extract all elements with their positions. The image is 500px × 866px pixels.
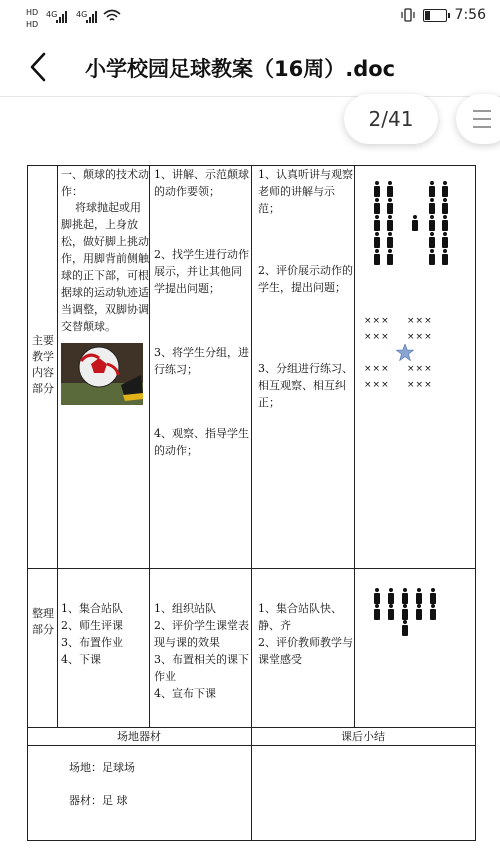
end-section-label: 整理 部分 bbox=[32, 607, 54, 636]
main-technique-title: 一、颠球的技术动作： bbox=[61, 168, 149, 198]
end-step: 2、师生评课 bbox=[61, 619, 123, 632]
end-teacher-list bbox=[154, 600, 250, 702]
student-activity-1: 1、认真听讲与观察老师的讲解与示范； bbox=[258, 168, 353, 215]
teacher-activity-1: 1、讲解、示范颠球的动作要领； bbox=[154, 168, 249, 198]
vibrate-icon bbox=[401, 8, 415, 22]
main-section-label: 主要 教学 内容 部分 bbox=[32, 334, 54, 395]
teacher-activity-3: 3、将学生分组，进行练习； bbox=[154, 346, 249, 376]
status-bar bbox=[0, 0, 500, 34]
player-marks: ××× bbox=[407, 380, 433, 390]
end-student-item: 1、集合站队快、静、齐 bbox=[258, 602, 342, 632]
teacher-activity-4: 4、观察、指导学生的动作； bbox=[154, 427, 249, 457]
player-marks: ××× bbox=[364, 364, 390, 374]
player-marks: ××× bbox=[364, 316, 390, 326]
network-type: 4G bbox=[46, 10, 58, 19]
soccer-ball-image bbox=[61, 343, 143, 405]
battery-icon bbox=[423, 9, 447, 22]
network-type: 4G bbox=[76, 10, 88, 19]
end-teacher-item: 1、组织站队 bbox=[154, 602, 216, 615]
document-title: 小学校园足球教案（16周）.doc bbox=[85, 57, 396, 81]
player-marks: ××× bbox=[364, 332, 390, 342]
wifi-icon bbox=[103, 9, 121, 23]
clock: 7:56 bbox=[454, 7, 486, 23]
end-teacher-item: 2、评价学生课堂表现与课的效果 bbox=[154, 619, 249, 649]
end-step: 1、集合站队 bbox=[61, 602, 123, 615]
menu-button[interactable] bbox=[456, 94, 500, 144]
player-marks: ××× bbox=[407, 316, 433, 326]
end-step-list bbox=[61, 600, 149, 668]
formation-diagram bbox=[355, 166, 475, 416]
end-student-list bbox=[258, 600, 354, 668]
title-bar bbox=[0, 40, 500, 94]
page-indicator[interactable]: 2/41 bbox=[344, 94, 438, 144]
end-step: 4、下课 bbox=[61, 653, 101, 666]
signal-icon bbox=[86, 11, 97, 23]
main-technique-body: 将球抛起或用脚挑起，上身放松，做好脚上挑动作，用脚背前侧触球的正下部，可根据球的运动轨迹适当调整，双脚协调交替颠球。 bbox=[61, 201, 149, 333]
reflection-header: 课后小结 bbox=[341, 730, 385, 743]
end-student-item: 2、评价教师教学与课堂感受 bbox=[258, 636, 353, 666]
end-teacher-item: 3、布置相关的课下作业 bbox=[154, 653, 249, 683]
hd-label: HD bbox=[26, 20, 39, 29]
back-arrow-icon[interactable] bbox=[26, 50, 52, 84]
equipment-header: 场地器材 bbox=[117, 730, 161, 743]
signal-icon bbox=[56, 11, 67, 23]
equipment-text: 器材：足 球 bbox=[69, 794, 128, 807]
venue-text: 场地：足球场 bbox=[69, 761, 135, 774]
teacher-activity-2: 2、找学生进行动作展示，并让其他同学提出问题； bbox=[154, 248, 249, 295]
end-formation-diagram bbox=[355, 580, 475, 640]
player-marks: ××× bbox=[407, 364, 433, 374]
hd-indicators bbox=[26, 8, 38, 29]
student-activity-2: 2、评价展示动作的学生，提出问题； bbox=[258, 264, 353, 294]
player-marks: ××× bbox=[407, 332, 433, 342]
star-icon bbox=[396, 344, 414, 361]
student-activity-3: 3、分组进行练习、相互观察、相互纠正； bbox=[258, 362, 353, 409]
end-teacher-item: 4、宣布下课 bbox=[154, 687, 216, 700]
end-step: 3、布置作业 bbox=[61, 636, 123, 649]
player-marks: ××× bbox=[364, 380, 390, 390]
hd-label: HD bbox=[26, 8, 39, 17]
